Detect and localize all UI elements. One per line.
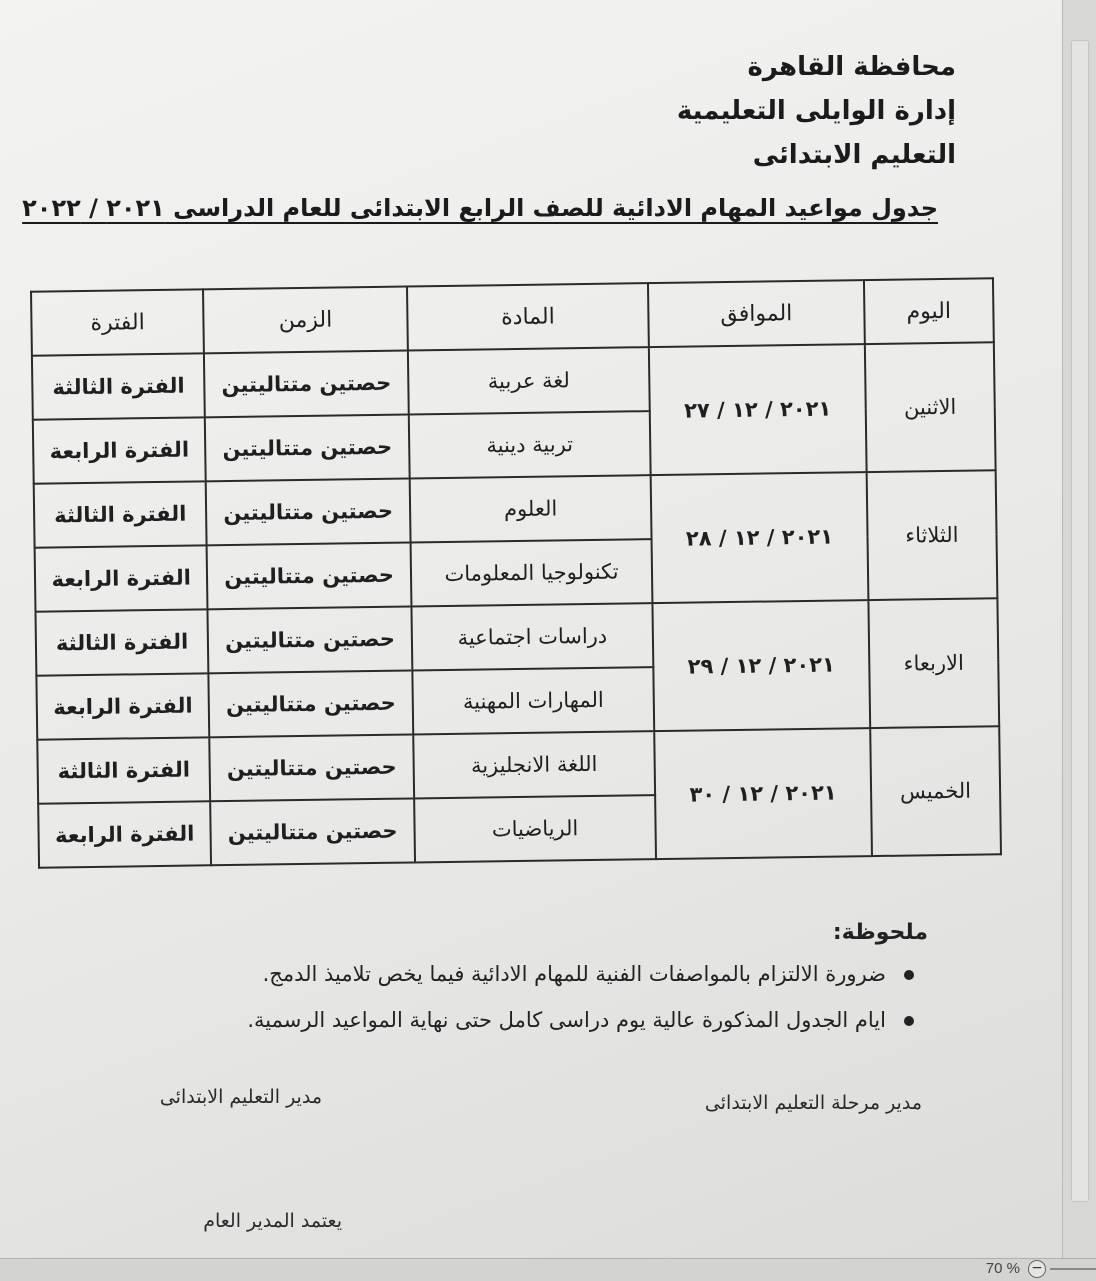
period-cell: الفترة الثالثة: [37, 737, 210, 803]
col-day: اليوم: [864, 278, 994, 344]
time-cell: حصتين متتاليتين: [204, 350, 409, 417]
department-heading: التعليم الابتدائى: [752, 140, 956, 170]
administration-heading: إدارة الوايلى التعليمية: [676, 96, 956, 126]
time-cell: حصتين متتاليتين: [207, 542, 412, 609]
period-cell: الفترة الرابعة: [33, 417, 206, 483]
table-row: [34, 470, 997, 547]
date-cell: ٢٠٢١ / ١٢ / ٢٨: [651, 472, 868, 603]
day-cell: الاربعاء: [868, 598, 999, 728]
day-cell: الثلاثاء: [866, 470, 997, 600]
period-cell: الفترة الثالثة: [35, 609, 208, 675]
time-cell: حصتين متتاليتين: [205, 414, 410, 481]
day-cell: الخميس: [870, 726, 1001, 856]
note-item: [247, 1008, 914, 1032]
date-cell: ٢٠٢١ / ١٢ / ٢٧: [649, 344, 866, 475]
subject-cell: تكنولوجيا المعلومات: [410, 539, 652, 606]
subject-cell: الرياضيات: [414, 795, 656, 862]
status-bar: [0, 1258, 1096, 1281]
period-cell: الفترة الرابعة: [35, 545, 208, 611]
zoom-slider[interactable]: [1050, 1268, 1096, 1270]
period-cell: الفترة الثالثة: [34, 481, 207, 547]
time-cell: حصتين متتاليتين: [208, 606, 413, 673]
period-cell: الفترة الثالثة: [32, 353, 205, 419]
signature-stage-director: مدير مرحلة التعليم الابتدائى: [704, 1092, 922, 1114]
table-row: [35, 598, 998, 675]
time-cell: حصتين متتاليتين: [206, 478, 411, 545]
signature-primary-director: مدير التعليم الابتدائى: [159, 1086, 322, 1108]
zoom-out-button[interactable]: −: [1028, 1260, 1046, 1278]
table-row: [32, 342, 995, 419]
bullet-icon: [904, 1016, 914, 1026]
time-cell: حصتين متتاليتين: [209, 670, 414, 737]
zoom-level: 70 %: [985, 1260, 1020, 1277]
period-cell: الفترة الرابعة: [38, 801, 211, 867]
table-row: [37, 726, 1000, 803]
note-item: [263, 962, 914, 986]
col-period: الفترة: [31, 289, 204, 355]
subject-cell: العلوم: [410, 475, 652, 542]
subject-cell: اللغة الانجليزية: [413, 731, 655, 798]
col-date: الموافق: [648, 280, 865, 347]
date-cell: ٢٠٢١ / ١٢ / ٢٩: [653, 600, 870, 731]
day-cell: الاثنين: [865, 342, 996, 472]
time-cell: حصتين متتاليتين: [210, 734, 415, 801]
vertical-scrollbar[interactable]: [1062, 0, 1096, 1258]
date-cell: ٢٠٢١ / ١٢ / ٣٠: [654, 728, 871, 859]
document-title: جدول مواعيد المهام الادائية للصف الرابع الابتدائى للعام الدراسى ٢٠٢١ / ٢٠٢٢: [22, 194, 938, 222]
subject-cell: لغة عربية: [408, 347, 650, 414]
scrollbar-thumb[interactable]: [1071, 40, 1089, 1202]
period-cell: الفترة الرابعة: [36, 673, 209, 739]
col-time: الزمن: [203, 286, 408, 353]
subject-cell: المهارات المهنية: [412, 667, 654, 734]
schedule-table: [30, 277, 1002, 868]
time-cell: حصتين متتاليتين: [210, 798, 415, 865]
subject-cell: تربية دينية: [409, 411, 651, 478]
governorate-heading: محافظة القاهرة: [747, 52, 956, 82]
signature-general-director: يعتمد المدير العام: [203, 1210, 342, 1232]
bullet-icon: [904, 970, 914, 980]
note-text: ضرورة الالتزام بالمواصفات الفنية للمهام الادائية فيما يخص تلاميذ الدمج.: [262, 962, 886, 986]
col-subject: المادة: [407, 283, 649, 350]
notes-title: ملحوظة:: [832, 920, 928, 945]
note-text: ايام الجدول المذكورة عالية يوم دراسى كامل حتى نهاية المواعيد الرسمية.: [247, 1008, 886, 1032]
subject-cell: دراسات اجتماعية: [411, 603, 653, 670]
